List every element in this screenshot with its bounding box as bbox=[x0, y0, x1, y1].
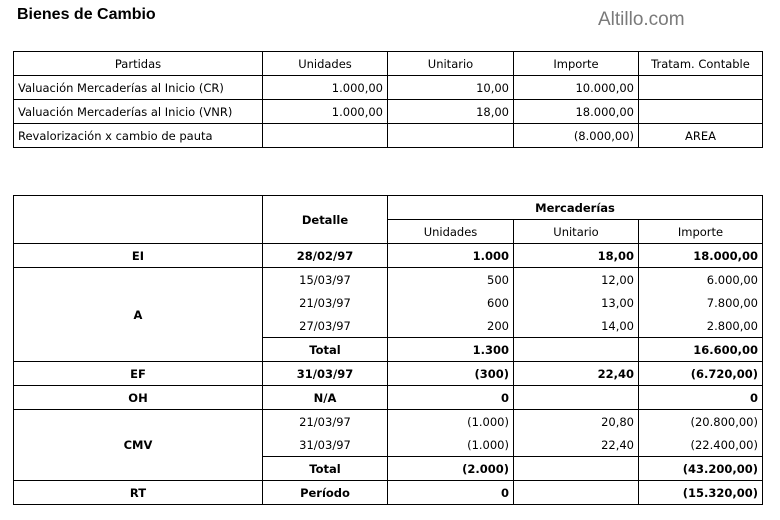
table-cell: 2.800,00 bbox=[639, 314, 763, 338]
table-row bbox=[14, 481, 763, 505]
table-cell: 14,00 bbox=[514, 314, 639, 338]
table-cell: 7.800,00 bbox=[639, 291, 763, 314]
table-cell: (8.000,00) bbox=[514, 124, 639, 148]
table-cell bbox=[639, 100, 763, 124]
subheader-cell: Importe bbox=[639, 220, 763, 244]
table-cell: AREA bbox=[639, 124, 763, 148]
table-cell: 0 bbox=[388, 481, 514, 505]
detalle-header: Detalle bbox=[263, 196, 388, 244]
table-cell bbox=[514, 338, 639, 362]
table-cell: 21/03/97 bbox=[263, 291, 388, 314]
table-cell: 600 bbox=[388, 291, 514, 314]
subheader-cell: Unitario bbox=[514, 220, 639, 244]
table-cell: 13,00 bbox=[514, 291, 639, 314]
table-header-row bbox=[14, 52, 763, 76]
table-row bbox=[14, 386, 763, 410]
table-cell bbox=[514, 457, 639, 481]
table-cell: (1.000) bbox=[388, 433, 514, 457]
table-cell: (2.000) bbox=[388, 457, 514, 481]
table-cell: Valuación Mercaderías al Inicio (CR) bbox=[14, 76, 263, 100]
table-cell: Valuación Mercaderías al Inicio (VNR) bbox=[14, 100, 263, 124]
mercaderias-header: Mercaderías bbox=[388, 196, 763, 220]
table-cell bbox=[263, 124, 388, 148]
table-cell: (43.200,00) bbox=[639, 457, 763, 481]
table-cell: (15.320,00) bbox=[639, 481, 763, 505]
table-row bbox=[14, 268, 763, 292]
table-cell: Período bbox=[263, 481, 388, 505]
table-row bbox=[14, 76, 763, 100]
header-cell: Unidades bbox=[263, 52, 388, 76]
merchandise-table bbox=[13, 195, 763, 505]
table-cell: 200 bbox=[388, 314, 514, 338]
table-cell: 10,00 bbox=[388, 76, 514, 100]
table-cell: 0 bbox=[639, 386, 763, 410]
table-cell: 22,40 bbox=[514, 362, 639, 386]
table-cell bbox=[514, 386, 639, 410]
table-cell: 20,80 bbox=[514, 410, 639, 434]
table-cell: (300) bbox=[388, 362, 514, 386]
table-cell: 500 bbox=[388, 268, 514, 292]
table-cell: 6.000,00 bbox=[639, 268, 763, 292]
table-cell: 1.000 bbox=[388, 244, 514, 268]
row-label: CMV bbox=[14, 410, 263, 481]
row-label: OH bbox=[14, 386, 263, 410]
table-cell: 22,40 bbox=[514, 433, 639, 457]
subheader-cell: Unidades bbox=[388, 220, 514, 244]
page-title: Bienes de Cambio bbox=[17, 6, 156, 23]
table-cell: 0 bbox=[388, 386, 514, 410]
table-cell: 18,00 bbox=[514, 244, 639, 268]
valuation-table bbox=[13, 51, 763, 148]
header-cell: Partidas bbox=[14, 52, 263, 76]
table-cell: Total bbox=[263, 457, 388, 481]
row-label: RT bbox=[14, 481, 263, 505]
table-cell: 31/03/97 bbox=[263, 362, 388, 386]
empty-header-cell bbox=[14, 196, 263, 244]
header-cell: Tratam. Contable bbox=[639, 52, 763, 76]
row-label: EF bbox=[14, 362, 263, 386]
header-cell: Unitario bbox=[388, 52, 514, 76]
table-row bbox=[14, 362, 763, 386]
table-cell: 18.000,00 bbox=[514, 100, 639, 124]
table-cell: (20.800,00) bbox=[639, 410, 763, 434]
table-cell: 1.000,00 bbox=[263, 76, 388, 100]
table-cell: 28/02/97 bbox=[263, 244, 388, 268]
table-row bbox=[14, 410, 763, 434]
table-cell bbox=[388, 124, 514, 148]
brand-logo-text: Altillo.com bbox=[598, 9, 685, 30]
table-cell: 16.600,00 bbox=[639, 338, 763, 362]
table-cell bbox=[639, 76, 763, 100]
table-cell: 21/03/97 bbox=[263, 410, 388, 434]
table-cell: Total bbox=[263, 338, 388, 362]
header-cell: Importe bbox=[514, 52, 639, 76]
table-cell: N/A bbox=[263, 386, 388, 410]
table-cell: 31/03/97 bbox=[263, 433, 388, 457]
table-cell: Revalorización x cambio de pauta bbox=[14, 124, 263, 148]
table-cell: 27/03/97 bbox=[263, 314, 388, 338]
table-cell: 15/03/97 bbox=[263, 268, 388, 292]
table-cell: 1.300 bbox=[388, 338, 514, 362]
table-cell: 10.000,00 bbox=[514, 76, 639, 100]
table-row bbox=[14, 244, 763, 268]
table-cell: 1.000,00 bbox=[263, 100, 388, 124]
table-cell: 12,00 bbox=[514, 268, 639, 292]
row-label: EI bbox=[14, 244, 263, 268]
table-header-row bbox=[14, 196, 763, 220]
row-label: A bbox=[14, 268, 263, 362]
table-row bbox=[14, 100, 763, 124]
table-row bbox=[14, 124, 763, 148]
table-cell bbox=[514, 481, 639, 505]
table-cell: (1.000) bbox=[388, 410, 514, 434]
table-cell: (6.720,00) bbox=[639, 362, 763, 386]
table-cell: (22.400,00) bbox=[639, 433, 763, 457]
table-cell: 18.000,00 bbox=[639, 244, 763, 268]
table-cell: 18,00 bbox=[388, 100, 514, 124]
